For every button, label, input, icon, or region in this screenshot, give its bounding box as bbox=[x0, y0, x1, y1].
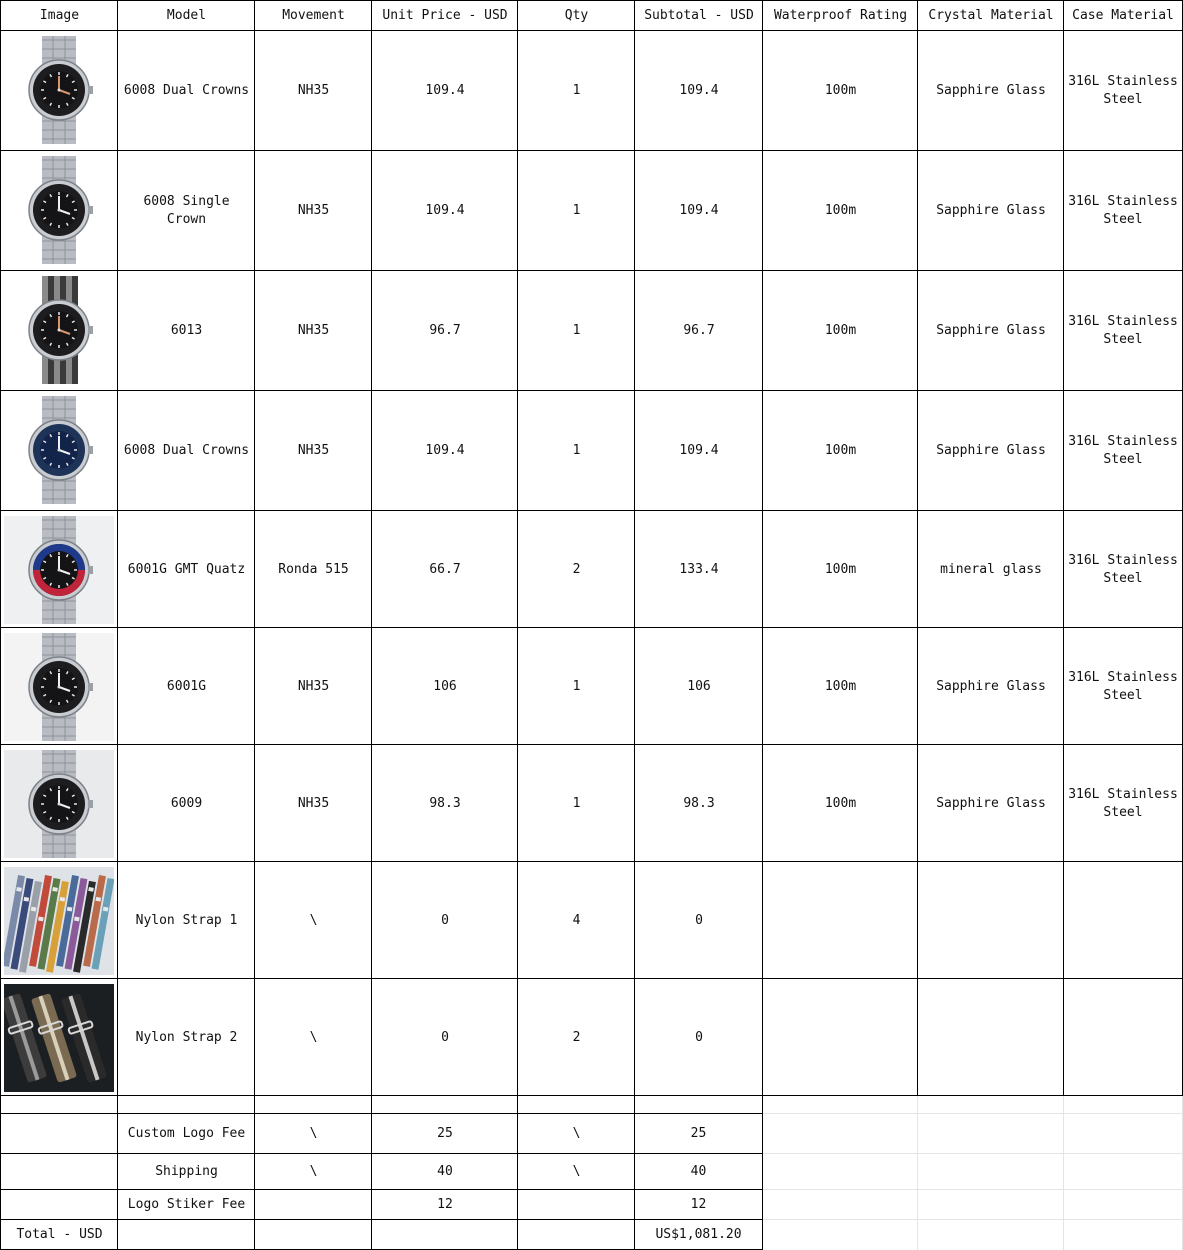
row-8-model bbox=[117, 861, 255, 979]
row-5-case-text: 316L Stainless Steel bbox=[1068, 552, 1178, 586]
fee-5-unit-price bbox=[371, 1219, 518, 1250]
row-5-subtotal-text: 133.4 bbox=[679, 561, 719, 577]
fee-3-unit-price-text: 40 bbox=[437, 1164, 453, 1179]
row-2-movement bbox=[254, 150, 372, 271]
row-9-subtotal-text: 0 bbox=[695, 1029, 703, 1045]
row-2-case-text: 316L Stainless Steel bbox=[1068, 194, 1178, 227]
row-5-model-text: 6001G GMT Quatz bbox=[127, 561, 246, 577]
fee-3-qty bbox=[517, 1153, 635, 1190]
row-9-case bbox=[1063, 978, 1183, 1096]
row-2-image-cell bbox=[0, 150, 118, 271]
fee-1-movement bbox=[254, 1095, 372, 1114]
nylon-straps-dark-image bbox=[4, 984, 114, 1092]
fee-2-movement-text: \ bbox=[309, 1126, 318, 1141]
fee-4-model bbox=[117, 1189, 255, 1220]
header-qty-text: Qty bbox=[564, 8, 589, 23]
row-4-model bbox=[117, 390, 255, 511]
row-8-movement-text: \ bbox=[309, 912, 318, 928]
header-waterproof-text: Waterproof Rating bbox=[773, 8, 908, 23]
row-5-movement-text: Ronda 515 bbox=[278, 561, 349, 577]
row-4-subtotal bbox=[634, 390, 763, 511]
header-image bbox=[0, 0, 118, 31]
row-5-subtotal bbox=[634, 510, 763, 628]
row-1-crystal-text: Sapphire Glass bbox=[936, 83, 1046, 98]
fee-5-movement bbox=[254, 1219, 372, 1250]
row-1-waterproof bbox=[762, 30, 918, 151]
row-8-unit-price-text: 0 bbox=[441, 912, 449, 928]
row-4-qty bbox=[517, 390, 635, 511]
row-2-qty bbox=[517, 150, 635, 271]
fee-3-label bbox=[0, 1153, 118, 1190]
fee-5-subtotal bbox=[634, 1219, 763, 1250]
row-1-crystal bbox=[917, 30, 1064, 151]
row-6-waterproof bbox=[762, 627, 918, 745]
header-unit-price-text: Unit Price - USD bbox=[382, 8, 508, 23]
fee-5-model bbox=[117, 1219, 255, 1250]
fee-2-subtotal bbox=[634, 1113, 763, 1154]
row-9-image-cell bbox=[0, 978, 118, 1096]
fee-2-unit-price bbox=[371, 1113, 518, 1154]
row-6-unit-price-text: 106 bbox=[433, 678, 457, 694]
watch-steel-blue-image bbox=[4, 396, 114, 504]
header-subtotal bbox=[634, 0, 763, 31]
header-crystal-text: Crystal Material bbox=[928, 8, 1054, 23]
fee-4-subtotal-text: 12 bbox=[690, 1197, 707, 1212]
row-7-subtotal bbox=[634, 744, 763, 862]
fee-3-model-text: Shipping bbox=[155, 1164, 218, 1179]
row-4-crystal-text: Sapphire Glass bbox=[936, 443, 1046, 458]
row-5-unit-price-text: 66.7 bbox=[429, 561, 461, 577]
row-4-image-cell bbox=[0, 390, 118, 511]
row-4-case bbox=[1063, 390, 1183, 511]
row-2-crystal bbox=[917, 150, 1064, 271]
fee-4-subtotal bbox=[634, 1189, 763, 1220]
row-3-case bbox=[1063, 270, 1183, 391]
gridline bbox=[763, 1219, 1183, 1220]
row-9-unit-price bbox=[371, 978, 518, 1096]
row-2-qty-text: 1 bbox=[572, 203, 581, 218]
row-8-movement bbox=[254, 861, 372, 979]
fee-3-movement-text: \ bbox=[309, 1164, 318, 1179]
gridline bbox=[763, 1153, 1183, 1154]
row-3-crystal-text: Sapphire Glass bbox=[936, 323, 1046, 338]
row-4-waterproof bbox=[762, 390, 918, 511]
fee-2-label bbox=[0, 1113, 118, 1154]
row-9-movement bbox=[254, 978, 372, 1096]
row-1-unit-price bbox=[371, 30, 518, 151]
header-waterproof bbox=[762, 0, 918, 31]
row-7-subtotal-text: 98.3 bbox=[683, 795, 715, 811]
row-3-crystal bbox=[917, 270, 1064, 391]
row-8-qty-text: 4 bbox=[572, 912, 581, 928]
row-8-qty bbox=[517, 861, 635, 979]
fee-2-qty-text: \ bbox=[572, 1126, 581, 1141]
header-movement-text: Movement bbox=[282, 8, 345, 23]
row-4-crystal bbox=[917, 390, 1064, 511]
row-2-crystal-text: Sapphire Glass bbox=[936, 203, 1046, 218]
row-7-model-text: 6009 bbox=[170, 795, 203, 811]
row-4-subtotal-text: 109.4 bbox=[679, 443, 719, 458]
row-5-qty bbox=[517, 510, 635, 628]
fee-2-model bbox=[117, 1113, 255, 1154]
row-5-model bbox=[117, 510, 255, 628]
row-6-subtotal-text: 106 bbox=[687, 678, 711, 694]
row-3-unit-price-text: 96.7 bbox=[429, 323, 461, 338]
row-6-qty bbox=[517, 627, 635, 745]
row-1-movement bbox=[254, 30, 372, 151]
row-6-waterproof-text: 100m bbox=[824, 678, 857, 694]
watch-gmt-pepsi-image bbox=[4, 516, 114, 624]
fee-1-unit-price bbox=[371, 1095, 518, 1114]
row-3-model-text: 6013 bbox=[170, 323, 203, 338]
header-image-text: Image bbox=[39, 8, 80, 23]
watch-nato-strap-image bbox=[4, 276, 114, 384]
fee-4-model-text: Logo Stiker Fee bbox=[127, 1197, 246, 1212]
row-7-crystal bbox=[917, 744, 1064, 862]
row-4-movement bbox=[254, 390, 372, 511]
row-6-movement bbox=[254, 627, 372, 745]
row-7-model bbox=[117, 744, 255, 862]
row-9-unit-price-text: 0 bbox=[441, 1029, 449, 1045]
row-6-qty-text: 1 bbox=[572, 678, 581, 694]
header-crystal bbox=[917, 0, 1064, 31]
row-6-image-cell bbox=[0, 627, 118, 745]
row-1-case bbox=[1063, 30, 1183, 151]
row-6-unit-price bbox=[371, 627, 518, 745]
row-9-model bbox=[117, 978, 255, 1096]
fee-3-movement bbox=[254, 1153, 372, 1190]
fee-2-qty bbox=[517, 1113, 635, 1154]
row-2-waterproof bbox=[762, 150, 918, 271]
row-3-qty bbox=[517, 270, 635, 391]
row-5-crystal-text: mineral glass bbox=[940, 561, 1042, 577]
row-4-case-text: 316L Stainless Steel bbox=[1068, 434, 1178, 467]
nylon-straps-multicolor-image bbox=[4, 867, 114, 975]
row-9-qty-text: 2 bbox=[572, 1029, 581, 1045]
row-2-subtotal-text: 109.4 bbox=[679, 203, 719, 218]
row-3-case-text: 316L Stainless Steel bbox=[1068, 314, 1178, 347]
row-3-movement bbox=[254, 270, 372, 391]
fee-2-unit-price-text: 25 bbox=[437, 1126, 453, 1141]
row-2-unit-price-text: 109.4 bbox=[425, 203, 465, 218]
header-qty bbox=[517, 0, 635, 31]
row-9-subtotal bbox=[634, 978, 763, 1096]
row-7-image-cell bbox=[0, 744, 118, 862]
fee-3-qty-text: \ bbox=[572, 1164, 581, 1179]
row-6-model-text: 6001G bbox=[166, 678, 207, 694]
row-7-waterproof-text: 100m bbox=[824, 795, 857, 811]
row-5-movement bbox=[254, 510, 372, 628]
fee-4-unit-price-text: 12 bbox=[437, 1197, 453, 1212]
row-6-movement-text: NH35 bbox=[297, 678, 330, 694]
row-2-waterproof-text: 100m bbox=[824, 203, 857, 218]
fee-4-label bbox=[0, 1189, 118, 1220]
fee-1-subtotal bbox=[634, 1095, 763, 1114]
fee-1-qty bbox=[517, 1095, 635, 1114]
row-8-case bbox=[1063, 861, 1183, 979]
row-8-subtotal-text: 0 bbox=[695, 912, 703, 928]
row-4-unit-price bbox=[371, 390, 518, 511]
row-3-movement-text: NH35 bbox=[297, 323, 330, 338]
fee-3-unit-price bbox=[371, 1153, 518, 1190]
row-1-qty bbox=[517, 30, 635, 151]
row-3-waterproof-text: 100m bbox=[824, 323, 857, 338]
row-4-qty-text: 1 bbox=[572, 443, 581, 458]
watch-steel-black-vintage-image bbox=[4, 750, 114, 858]
header-model bbox=[117, 0, 255, 31]
row-9-model-text: Nylon Strap 2 bbox=[135, 1029, 238, 1045]
row-3-subtotal-text: 96.7 bbox=[683, 323, 715, 338]
header-case bbox=[1063, 0, 1183, 31]
gridline bbox=[763, 1113, 1183, 1114]
row-7-waterproof bbox=[762, 744, 918, 862]
fee-4-unit-price bbox=[371, 1189, 518, 1220]
row-2-unit-price bbox=[371, 150, 518, 271]
fee-5-label bbox=[0, 1219, 118, 1250]
header-movement bbox=[254, 0, 372, 31]
row-7-movement bbox=[254, 744, 372, 862]
row-8-subtotal bbox=[634, 861, 763, 979]
gridline bbox=[763, 1189, 1183, 1190]
row-7-case-text: 316L Stainless Steel bbox=[1068, 786, 1178, 820]
header-case-text: Case Material bbox=[1072, 8, 1174, 23]
row-1-qty-text: 1 bbox=[572, 83, 581, 98]
row-2-model bbox=[117, 150, 255, 271]
fee-2-model-text: Custom Logo Fee bbox=[127, 1126, 246, 1141]
row-4-movement-text: NH35 bbox=[297, 443, 330, 458]
watch-steel-black-image bbox=[4, 156, 114, 264]
fee-1-model bbox=[117, 1095, 255, 1114]
row-5-qty-text: 2 bbox=[572, 561, 581, 577]
row-1-movement-text: NH35 bbox=[297, 83, 330, 98]
gridline bbox=[917, 1096, 918, 1250]
row-6-crystal-text: Sapphire Glass bbox=[936, 678, 1046, 694]
watch-steel-black-rosegold-image bbox=[4, 36, 114, 144]
row-9-waterproof bbox=[762, 978, 918, 1096]
row-9-movement-text: \ bbox=[309, 1029, 318, 1045]
row-2-model-text: 6008 Single Crown bbox=[143, 194, 230, 227]
row-9-qty bbox=[517, 978, 635, 1096]
header-subtotal-text: Subtotal - USD bbox=[644, 8, 754, 23]
row-8-crystal bbox=[917, 861, 1064, 979]
row-7-case bbox=[1063, 744, 1183, 862]
row-3-model bbox=[117, 270, 255, 391]
fee-3-subtotal bbox=[634, 1153, 763, 1190]
row-6-case-text: 316L Stainless Steel bbox=[1068, 669, 1178, 703]
header-unit-price bbox=[371, 0, 518, 31]
row-5-unit-price bbox=[371, 510, 518, 628]
row-1-model-text: 6008 Dual Crowns bbox=[123, 83, 250, 98]
row-6-subtotal bbox=[634, 627, 763, 745]
row-2-movement-text: NH35 bbox=[297, 203, 330, 218]
row-6-crystal bbox=[917, 627, 1064, 745]
fee-5-qty bbox=[517, 1219, 635, 1250]
row-2-subtotal bbox=[634, 150, 763, 271]
fee-1-label bbox=[0, 1095, 118, 1114]
row-1-case-text: 316L Stainless Steel bbox=[1068, 74, 1178, 107]
row-5-image-cell bbox=[0, 510, 118, 628]
header-model-text: Model bbox=[166, 8, 207, 23]
row-1-unit-price-text: 109.4 bbox=[425, 83, 465, 98]
row-5-case bbox=[1063, 510, 1183, 628]
row-1-model bbox=[117, 30, 255, 151]
gridline bbox=[1063, 1096, 1064, 1250]
row-7-unit-price-text: 98.3 bbox=[429, 795, 461, 811]
row-3-waterproof bbox=[762, 270, 918, 391]
row-6-model bbox=[117, 627, 255, 745]
row-7-qty bbox=[517, 744, 635, 862]
row-8-image-cell bbox=[0, 861, 118, 979]
row-8-unit-price bbox=[371, 861, 518, 979]
row-6-case bbox=[1063, 627, 1183, 745]
row-1-subtotal bbox=[634, 30, 763, 151]
row-9-crystal bbox=[917, 978, 1064, 1096]
fee-2-subtotal-text: 25 bbox=[690, 1126, 707, 1141]
row-5-waterproof bbox=[762, 510, 918, 628]
fee-3-model bbox=[117, 1153, 255, 1190]
row-3-subtotal bbox=[634, 270, 763, 391]
row-4-model-text: 6008 Dual Crowns bbox=[123, 443, 250, 458]
row-3-qty-text: 1 bbox=[572, 323, 581, 338]
row-8-model-text: Nylon Strap 1 bbox=[135, 912, 238, 928]
row-3-image-cell bbox=[0, 270, 118, 391]
fee-4-movement bbox=[254, 1189, 372, 1220]
row-7-qty-text: 1 bbox=[572, 795, 581, 811]
fee-5-label-text: Total - USD bbox=[16, 1226, 103, 1242]
fee-3-subtotal-text: 40 bbox=[690, 1164, 707, 1179]
fee-2-movement bbox=[254, 1113, 372, 1154]
row-1-waterproof-text: 100m bbox=[824, 83, 857, 98]
row-4-waterproof-text: 100m bbox=[824, 443, 857, 458]
row-8-waterproof bbox=[762, 861, 918, 979]
row-7-crystal-text: Sapphire Glass bbox=[936, 795, 1046, 811]
row-4-unit-price-text: 109.4 bbox=[425, 443, 465, 458]
row-5-crystal bbox=[917, 510, 1064, 628]
row-1-subtotal-text: 109.4 bbox=[679, 83, 719, 98]
row-5-waterproof-text: 100m bbox=[824, 561, 857, 577]
fee-4-qty bbox=[517, 1189, 635, 1220]
watch-steel-black-small-image bbox=[4, 633, 114, 741]
row-2-case bbox=[1063, 150, 1183, 271]
row-3-unit-price bbox=[371, 270, 518, 391]
row-7-unit-price bbox=[371, 744, 518, 862]
row-1-image-cell bbox=[0, 30, 118, 151]
row-7-movement-text: NH35 bbox=[297, 795, 330, 811]
fee-5-subtotal-text: US$1,081.20 bbox=[655, 1226, 742, 1242]
grid-divider bbox=[762, 1095, 1183, 1096]
